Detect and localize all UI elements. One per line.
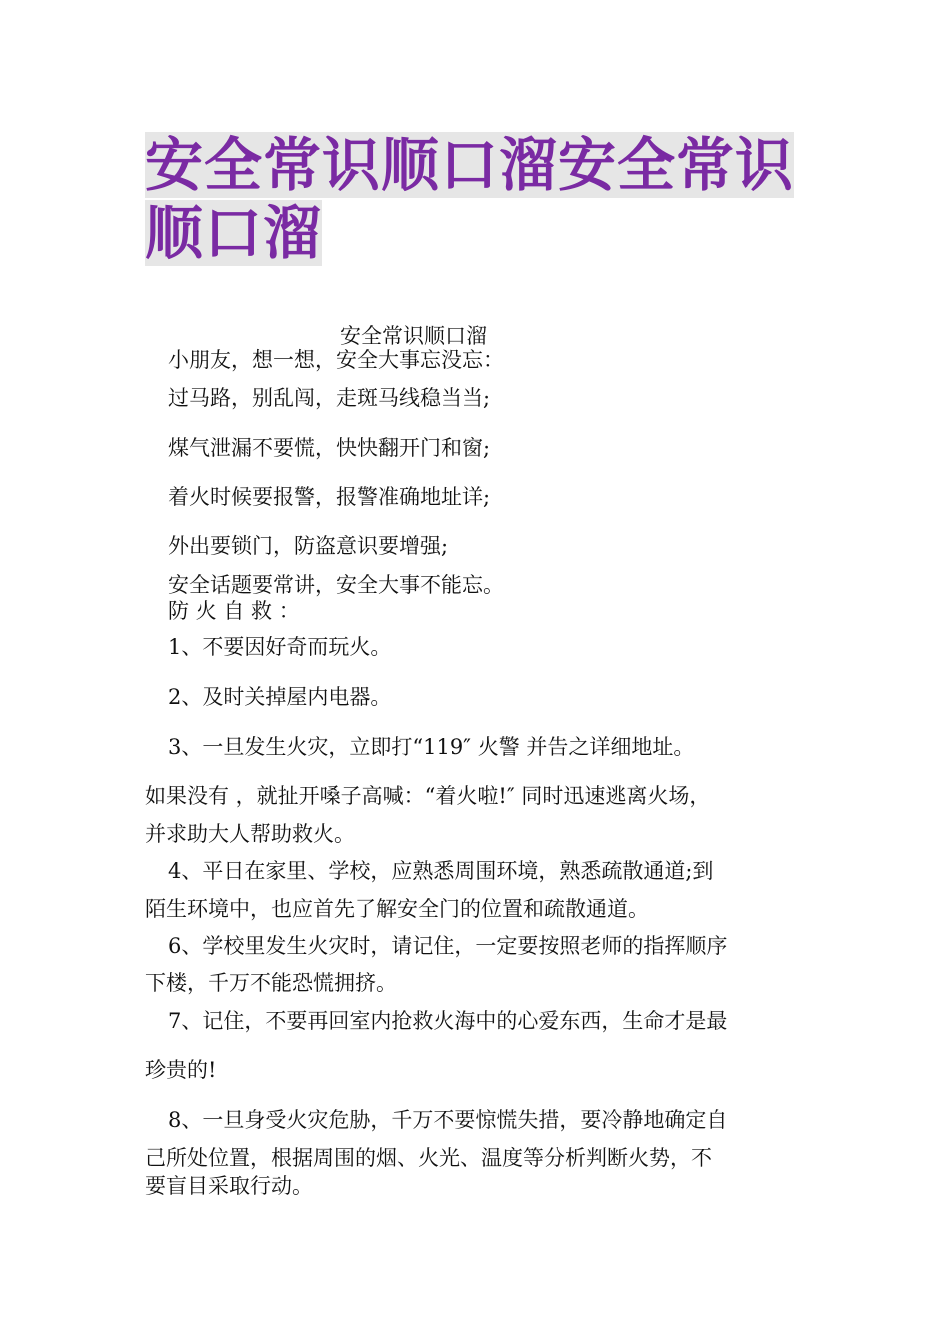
list-item: 8、一旦身受火灾危胁，千万不要惊慌失措，要冷静地确定自	[168, 1108, 728, 1132]
list-item: 7、记住，不要再回室内抢救火海中的心爱东西，生命才是最	[168, 1009, 728, 1033]
list-item: 1、不要因好奇而玩火。	[168, 635, 392, 659]
rhyme-line: 小朋友，想一想，安全大事忘没忘：	[168, 348, 504, 372]
rhyme-line: 煤气泄漏不要慌，快快翻开门和窗;	[168, 436, 491, 460]
list-item-continuation: 下楼，千万不能恐慌拥挤。	[145, 971, 397, 995]
document-title-line-2: 顺口溜	[145, 199, 323, 267]
document-title-line-1: 安全常识顺口溜安全常识	[145, 131, 795, 199]
rhyme-line: 外出要锁门，防盗意识要增强;	[168, 534, 449, 558]
list-item: 6、学校里发生火灾时，请记住，一定要按照老师的指挥顺序	[168, 934, 728, 958]
list-item-continuation: 要盲目采取行动。	[145, 1174, 313, 1198]
rhyme-line: 过马路，别乱闯，走斑马线稳当当;	[168, 386, 491, 410]
list-item-continuation: 如果没有 ，就扯开嗓子高喊：“着火啦!″ 同时迅速逃离火场，	[145, 784, 711, 808]
rhyme-line: 安全话题要常讲，安全大事不能忘。	[168, 573, 504, 597]
list-item: 3、一旦发生火灾，立即打“119″ 火警 并告之详细地址。	[168, 735, 695, 759]
subtitle: 安全常识顺口溜	[340, 324, 487, 348]
list-item: 4、平日在家里、学校，应熟悉周围环境，熟悉疏散通道;到	[168, 859, 714, 883]
list-item-continuation: 并求助大人帮助救火。	[145, 822, 355, 846]
list-item-continuation: 己所处位置，根据周围的烟、火光、温度等分析判断火势，不	[145, 1146, 712, 1170]
list-item-continuation: 珍贵的!	[145, 1058, 217, 1082]
list-item-continuation: 陌生环境中，也应首先了解安全门的位置和疏散通道。	[145, 897, 649, 921]
list-item: 2、及时关掉屋内电器。	[168, 685, 392, 709]
section-heading: 防 火 自 救 ：	[168, 599, 300, 623]
rhyme-line: 着火时候要报警，报警准确地址详;	[168, 485, 491, 509]
